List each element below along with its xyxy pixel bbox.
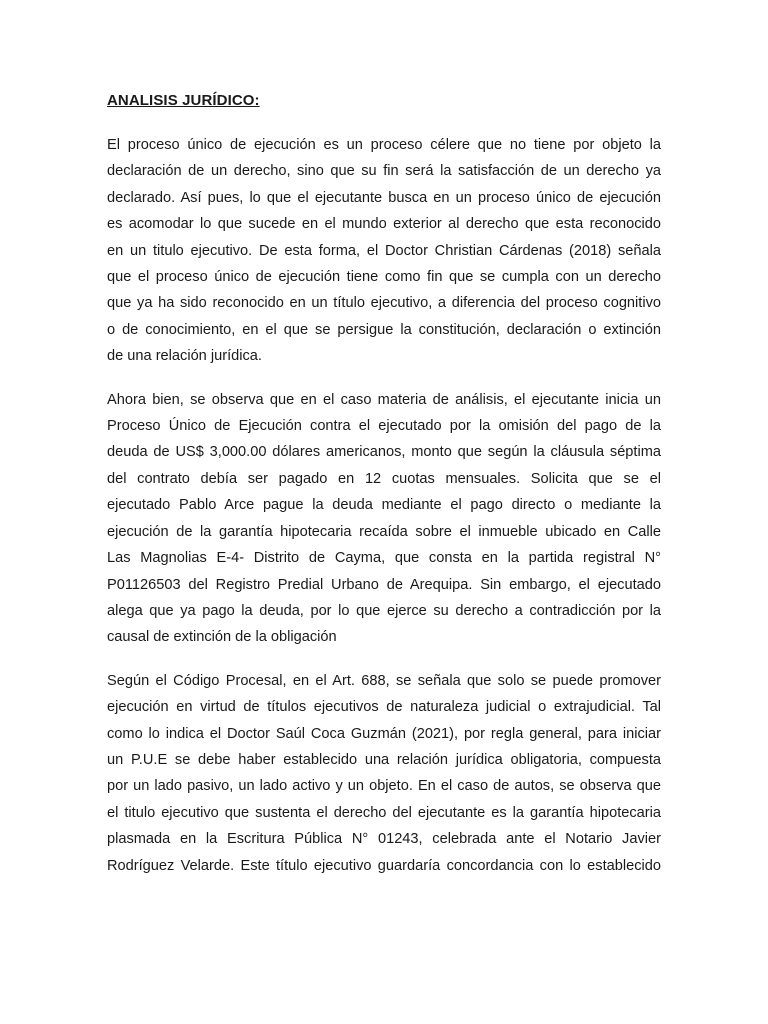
document-page: [107, 88, 661, 896]
paragraph-line: o de conocimiento, en el que se persigue la constitución, declaración o extinción: [107, 321, 661, 338]
paragraph-line: en un titulo ejecutivo. De esta forma, el Doctor Christian Cárdenas (2018) señala: [107, 242, 661, 259]
paragraph-line: que el proceso único de ejecución tiene como fin que se cumpla con un derecho: [107, 269, 661, 286]
paragraph-line: es acomodar lo que sucede en el mundo exterior al derecho que esta reconocido: [107, 216, 661, 233]
paragraph-line: Proceso Único de Ejecución contra el ejecutado por la omisión del pago de la: [107, 418, 661, 435]
paragraph-line: Las Magnolias E-4- Distrito de Cayma, que consta en la partida registral N°: [107, 550, 661, 567]
paragraph-line: declarado. Así pues, lo que el ejecutante busca en un proceso único de ejecución: [107, 189, 661, 206]
paragraph-line: como lo indica el Doctor Saúl Coca Guzmán (2021), por regla general, para iniciar: [107, 725, 661, 742]
paragraph-line: ejecución en virtud de títulos ejecutivos de naturaleza judicial o extrajudicial. Tal: [107, 699, 661, 716]
paragraph-line: P01126503 del Registro Predial Urbano de Arequipa. Sin embargo, el ejecutado: [107, 576, 661, 593]
paragraph-line: Rodríguez Velarde. Este título ejecutivo guardaría concordancia con lo establecido: [107, 857, 661, 874]
paragraph-line: que ya ha sido reconocido en un título ejecutivo, a diferencia del proceso cognitivo: [107, 295, 661, 312]
paragraph-line: declaración de un derecho, sino que su fin será la satisfacción de un derecho ya: [107, 163, 661, 180]
paragraph-line: de una relación jurídica.: [107, 348, 262, 365]
paragraph-3: [107, 668, 661, 879]
paragraph-line: ejecutado Pablo Arce pague la deuda mediante el pago directo o mediante la: [107, 497, 661, 514]
paragraph-line: un P.U.E se debe haber establecido una relación jurídica obligatoria, compuesta: [107, 751, 661, 768]
paragraph-line: el titulo ejecutivo que sustenta el derecho del ejecutante es la garantía hipotecaria: [107, 804, 661, 821]
paragraph-line: del contrato debía ser pagado en 12 cuotas mensuales. Solicita que se el: [107, 470, 661, 487]
paragraph-2: [107, 387, 661, 651]
section-heading: ANALISIS JURÍDICO:: [107, 92, 260, 109]
paragraph-line: deuda de US$ 3,000.00 dólares americanos, monto que según la cláusula séptima: [107, 444, 661, 461]
paragraph-line: alega que ya pago la deuda, por lo que ejerce su derecho a contradicción por la: [107, 602, 661, 619]
paragraph-line: Según el Código Procesal, en el Art. 688, se señala que solo se puede promover: [107, 672, 661, 689]
paragraph-line: Ahora bien, se observa que en el caso materia de análisis, el ejecutante inicia un: [107, 391, 661, 408]
paragraph-line: causal de extinción de la obligación: [107, 629, 337, 646]
paragraph-1: [107, 132, 661, 370]
paragraph-line: El proceso único de ejecución es un proceso célere que no tiene por objeto la: [107, 137, 661, 153]
paragraph-line: ejecución de la garantía hipotecaria recaída sobre el inmueble ubicado en Calle: [107, 523, 661, 540]
paragraph-line: plasmada en la Escritura Pública N° 01243, celebrada ante el Notario Javier: [107, 831, 661, 848]
paragraph-line: por un lado pasivo, un lado activo y un objeto. En el caso de autos, se observa que: [107, 778, 661, 795]
